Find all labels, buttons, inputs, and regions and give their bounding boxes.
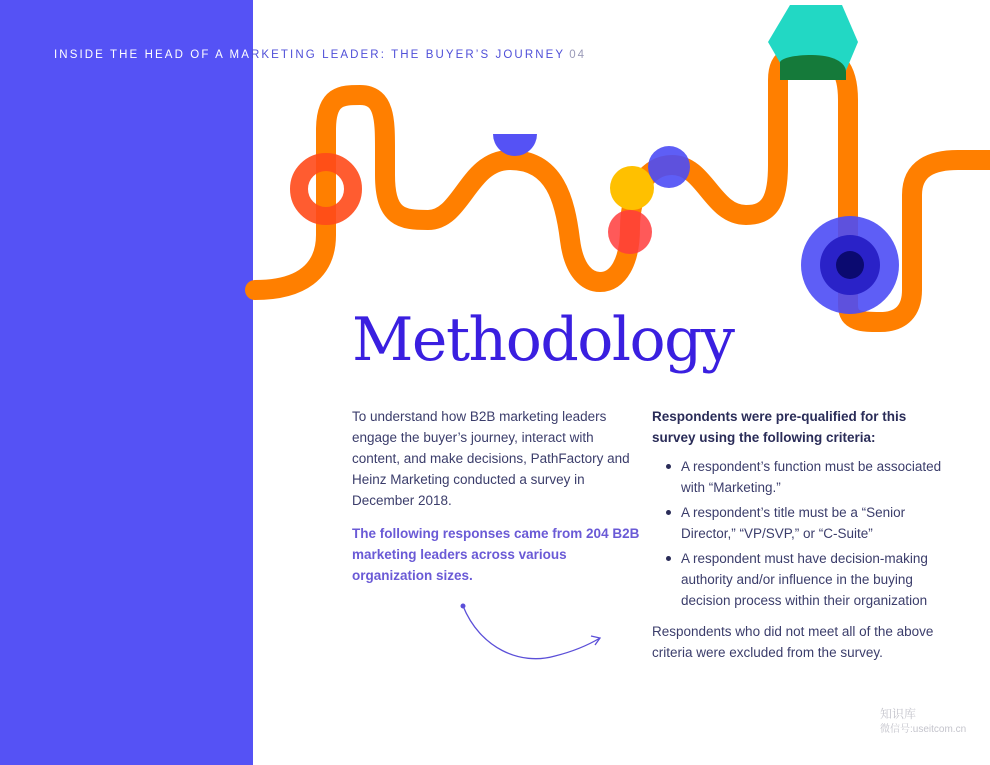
page-header	[54, 49, 586, 61]
criteria-item: A respondent’s function must be associated with “Marketing.”	[652, 456, 952, 498]
blue-target-center	[836, 251, 864, 279]
criteria-item: A respondent’s title must be a “Senior Director,” “VP/SVP,” or “C-Suite”	[652, 502, 952, 544]
left-column	[352, 406, 642, 586]
watermark	[880, 706, 966, 738]
curved-arrow-icon	[455, 598, 605, 668]
header-title-rest: RKETING LEADER: THE BUYER’S JOURNEY	[250, 49, 566, 61]
closing-paragraph: Respondents who did not meet all of the above criteria were excluded from the survey.	[652, 624, 934, 660]
page-title: Methodology	[352, 305, 734, 375]
criteria-item: A respondent must have decision-making authority and/or influence in the buying decision process within their organization	[652, 548, 952, 611]
criteria-heading: Respondents were pre-qualified for this survey using the following criteria:	[652, 409, 907, 445]
header-title-on-bar: INSIDE THE HEAD OF A MA	[54, 49, 251, 61]
page-number: 04	[569, 49, 587, 61]
watermark-line-1: 知识库	[880, 707, 917, 721]
criteria-list	[652, 456, 952, 611]
blue-dot	[648, 146, 690, 188]
red-dot	[608, 210, 652, 254]
right-column	[652, 406, 952, 663]
yellow-dot	[610, 166, 654, 210]
watermark-line-2: 微信号:useitcom.cn	[880, 724, 967, 735]
intro-paragraph: To understand how B2B marketing leaders engage the buyer’s journey, interact with content, and make decisions, PathFactory and Heinz Marketing conducted a survey in December 2018.	[352, 409, 630, 508]
highlight-paragraph: The following responses came from 204 B2B marketing leaders across various organization sizes.	[352, 526, 640, 583]
